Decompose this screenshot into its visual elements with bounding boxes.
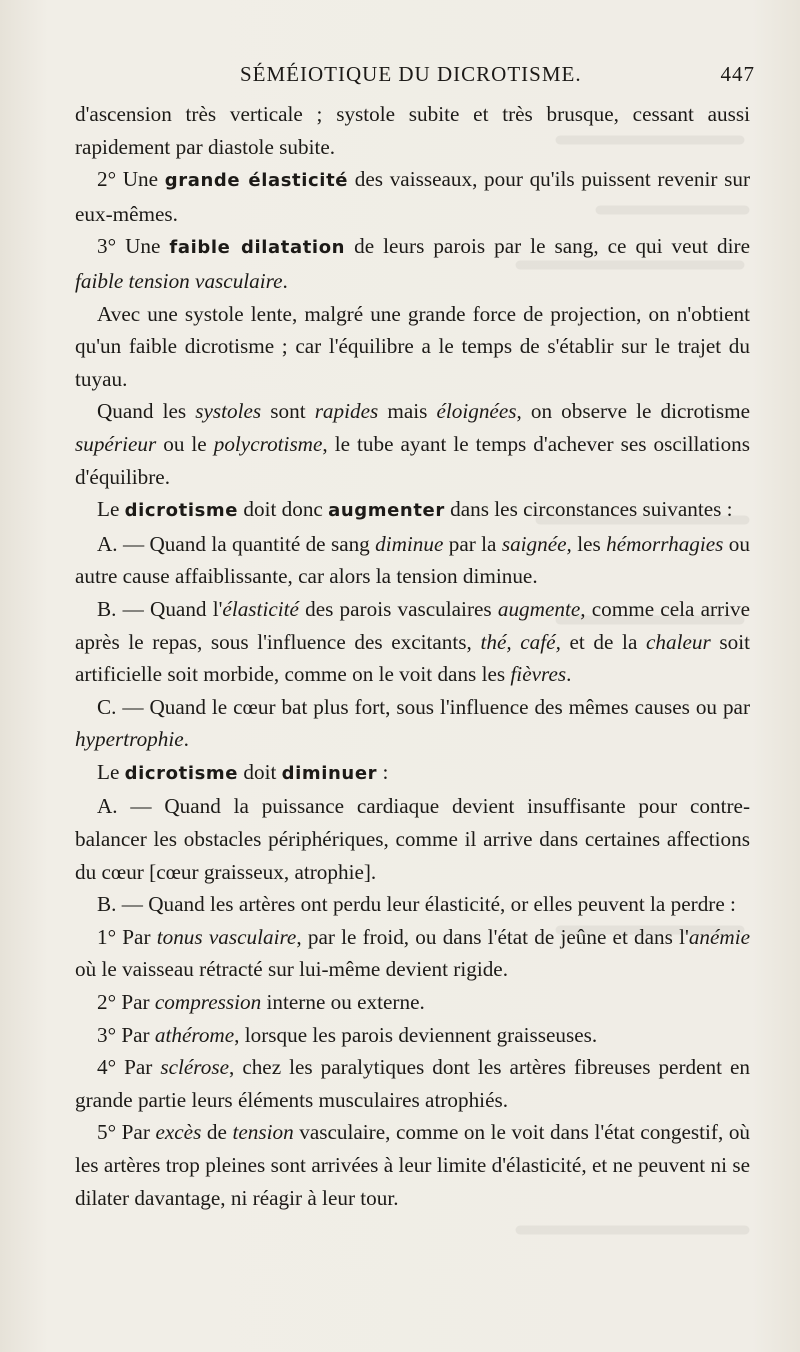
text-run: par la bbox=[443, 531, 502, 556]
text-run: doit bbox=[238, 759, 282, 784]
text-run: A. — Quand la puissance cardiaque devient insuffisante pour contre-balancer les obstacles périphériques, comme il arrive dans certaines affections du cœur [cœur graisseux, atrophie]. bbox=[75, 794, 750, 884]
text-run: 3° Par bbox=[97, 1022, 155, 1047]
text-run: doit donc bbox=[238, 497, 329, 522]
paragraph-15 bbox=[75, 1019, 750, 1052]
text-run: 4° Par bbox=[97, 1055, 161, 1080]
italic-term: éloignées bbox=[436, 399, 517, 424]
italic-term: diminue bbox=[375, 531, 444, 556]
text-run: de bbox=[201, 1120, 233, 1145]
text-run: 1° Par bbox=[97, 924, 157, 949]
italic-term: rapides bbox=[314, 399, 379, 424]
text-run: vasculaire, comme on le voit dans l'état congestif, où les artères trop pleines sont arrivées à leur limite d'élasticité, et ne peuvent ni se dilater davantage, ni réagir à leur tour. bbox=[75, 1120, 751, 1210]
text-run: les bbox=[571, 531, 607, 556]
text-run: Avec une systole lente, malgré une grande force de projection, on n'obtient qu'un faible dicrotisme ; car l'équilibre a le temps de s'établir sur le trajet du tuyau. bbox=[75, 301, 750, 391]
page-body bbox=[75, 98, 750, 1214]
italic-term: sclérose bbox=[160, 1055, 229, 1080]
text-run: soit artificielle soit morbide, comme on le voit dans les bbox=[75, 629, 750, 687]
paragraph-8 bbox=[75, 593, 750, 691]
italic-term: tension bbox=[232, 1120, 294, 1145]
paragraph-1 bbox=[75, 98, 750, 163]
bold-term: diminuer bbox=[281, 762, 378, 784]
text-run: Quand les bbox=[97, 399, 196, 424]
text-run: mais bbox=[378, 399, 437, 424]
paragraph-2 bbox=[75, 163, 750, 230]
paragraph-5 bbox=[75, 395, 750, 493]
text-run: 3° Une bbox=[97, 234, 170, 259]
text-run: 2° Une bbox=[97, 167, 165, 192]
italic-term: hypertrophie bbox=[75, 727, 184, 752]
text-run: 5° Par bbox=[97, 1120, 156, 1145]
paragraph-4 bbox=[75, 298, 750, 396]
paragraph-7 bbox=[75, 528, 750, 593]
text-run: B. — Quand les artères ont perdu leur élasticité, or elles peuvent la perdre : bbox=[97, 892, 736, 917]
paragraph-16 bbox=[75, 1051, 750, 1116]
text-run: comme cela arrive après le repas, sous l'influence des excitants, bbox=[75, 596, 750, 654]
running-title: SÉMÉIOTIQUE DU DICROTISME. bbox=[240, 62, 582, 86]
paragraph-9 bbox=[75, 691, 750, 756]
italic-term: élasticité bbox=[222, 596, 299, 621]
text-run: A. — Quand la quantité de sang bbox=[97, 531, 376, 556]
text-run: ou le bbox=[156, 431, 214, 456]
text-run: dans les circonstances suivantes : bbox=[444, 497, 733, 522]
italic-term: athérome bbox=[154, 1022, 235, 1047]
text-run: de leurs parois par le sang, ce qui veut dire bbox=[345, 234, 750, 259]
text-run: , lorsque les parois deviennent graisseuses. bbox=[234, 1022, 598, 1047]
paragraph-6 bbox=[75, 493, 750, 528]
text-run: où le vaisseau rétracté sur lui-même devient rigide. bbox=[75, 957, 508, 982]
italic-term: hémorrhagies bbox=[606, 531, 724, 556]
italic-term: excès bbox=[155, 1120, 202, 1145]
italic-term: faible tension vasculaire bbox=[75, 268, 283, 293]
italic-term: anémie bbox=[688, 924, 750, 949]
text-run: ou autre cause affaiblissante, car alors la tension diminue. bbox=[75, 531, 750, 589]
text-run: des parois vasculaires bbox=[298, 596, 498, 621]
paragraph-10 bbox=[75, 756, 750, 791]
text-run: des vaisseaux, pour qu'ils puissent revenir sur eux-mêmes. bbox=[75, 167, 751, 226]
text-run: sont bbox=[261, 399, 315, 424]
italic-term: fièvres bbox=[510, 662, 567, 687]
text-run: Le bbox=[97, 497, 125, 522]
text-run: . bbox=[566, 662, 572, 687]
text-run: , on observe le dicrotisme bbox=[516, 399, 750, 424]
italic-term: chaleur bbox=[645, 629, 711, 654]
page-number: 447 bbox=[720, 62, 755, 86]
bold-term: faible dilatation bbox=[169, 237, 346, 259]
text-run: , le tube ayant le temps d'achever ses oscillations d'équilibre. bbox=[75, 431, 751, 489]
text-run: interne ou externe. bbox=[261, 990, 425, 1015]
text-run: Le bbox=[97, 759, 125, 784]
text-run: et de la bbox=[560, 629, 646, 654]
bold-term: dicrotisme bbox=[124, 500, 239, 522]
bold-term: augmenter bbox=[328, 500, 445, 522]
italic-term: saignée, bbox=[501, 531, 572, 556]
paragraph-12 bbox=[75, 888, 750, 921]
paragraph-3 bbox=[75, 230, 750, 297]
paragraph-17 bbox=[75, 1116, 750, 1214]
text-run: . bbox=[183, 727, 189, 752]
text-run: B. — Quand l' bbox=[97, 596, 223, 621]
running-header bbox=[75, 62, 755, 94]
italic-term: systoles bbox=[195, 399, 262, 424]
paragraph-14 bbox=[75, 986, 750, 1019]
italic-term: tonus vasculaire bbox=[156, 924, 297, 949]
italic-term: thé, café, bbox=[480, 629, 561, 654]
paragraph-13 bbox=[75, 921, 750, 986]
bold-term: dicrotisme bbox=[124, 762, 239, 784]
text-run: C. — Quand le cœur bat plus fort, sous l'influence des mêmes causes ou par bbox=[97, 694, 750, 719]
bold-term: grande élasticité bbox=[164, 170, 349, 192]
italic-term: polycrotisme bbox=[213, 431, 323, 456]
text-run: : bbox=[377, 759, 389, 784]
italic-term: compression bbox=[154, 990, 262, 1015]
paragraph-11 bbox=[75, 790, 750, 888]
text-run: d'ascension très verticale ; systole subite et très brusque, cessant aussi rapidement par diastole subite. bbox=[75, 102, 750, 159]
italic-term: augmente, bbox=[497, 596, 586, 621]
text-run: , chez les paralytiques dont les artères fibreuses perdent en grande partie leurs éléments musculaires atrophiés. bbox=[75, 1055, 750, 1112]
text-run: . bbox=[282, 268, 288, 293]
text-run: , par le froid, ou dans l'état de jeûne et dans l' bbox=[296, 924, 689, 949]
text-run: 2° Par bbox=[97, 990, 155, 1015]
italic-term: supérieur bbox=[75, 431, 157, 456]
